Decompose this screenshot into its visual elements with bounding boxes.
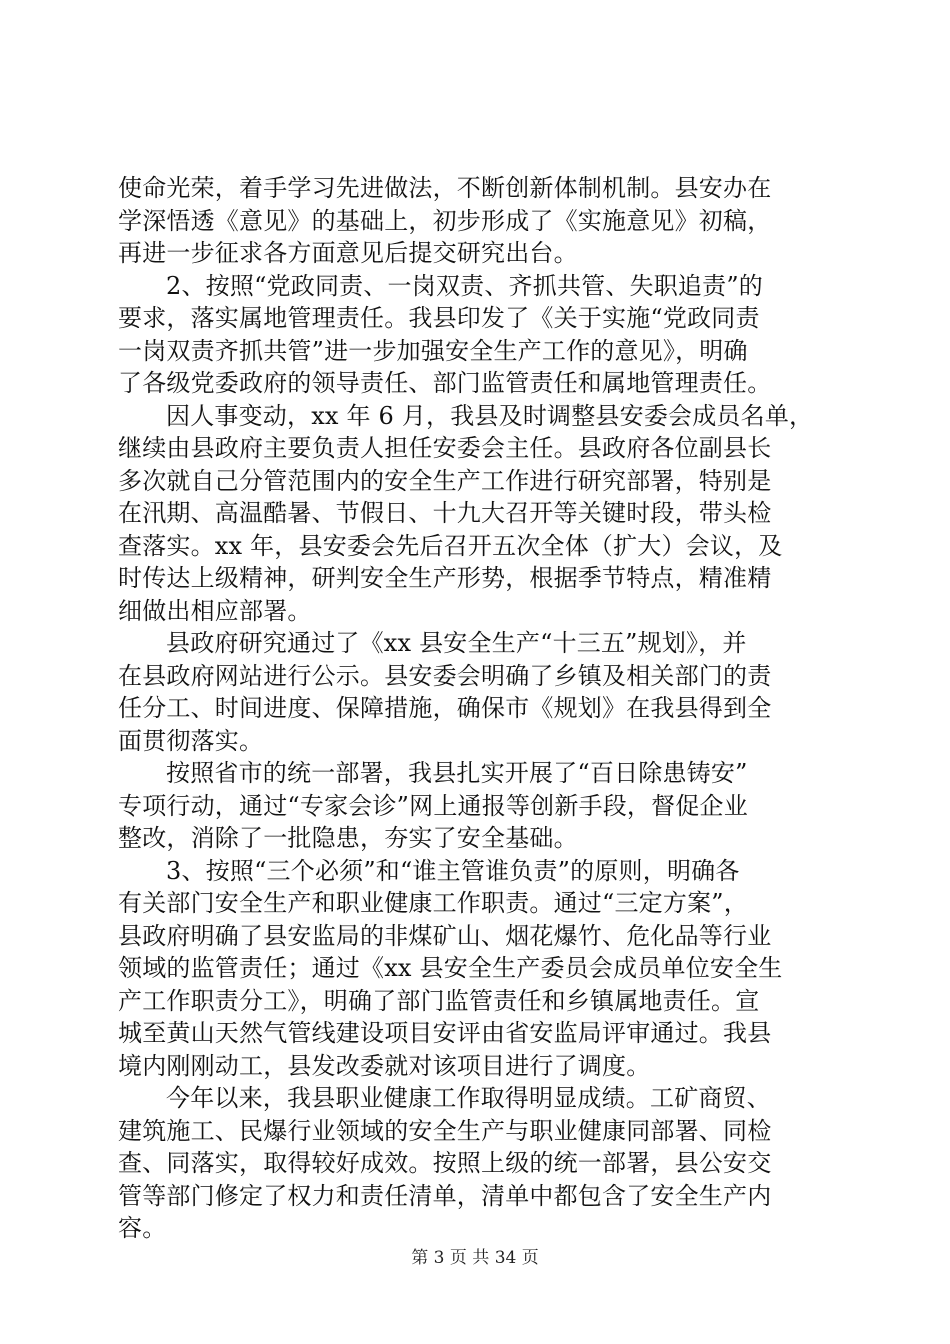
text-line: 学深悟透《意见》的基础上，初步形成了《实施意见》初稿， bbox=[118, 206, 772, 235]
page-footer: 第 3 页 共 34 页 bbox=[411, 1248, 539, 1268]
text-line: 整改，消除了一批隐患，夯实了安全基础。 bbox=[118, 824, 578, 852]
text-line: 再进一步征求各方面意见后提交研究出台。 bbox=[118, 239, 578, 267]
text-line: 按照省市的统一部署，我县扎实开展了“百日除患铸安” bbox=[166, 759, 748, 787]
text-line: 细做出相应部署。 bbox=[118, 596, 312, 625]
text-line: 领域的监管责任；通过《xx 县安全生产委员会成员单位安全生 bbox=[118, 954, 783, 982]
text-line: 一岗双责齐抓共管”进一步加强安全生产工作的意见》，明确 bbox=[118, 336, 748, 365]
text-line: 在县政府网站进行公示。县安委会明确了乡镇及相关部门的责 bbox=[118, 661, 772, 690]
text-line: 专项行动，通过“专家会诊”网上通报等创新手段，督促企业 bbox=[118, 791, 748, 820]
text-line: 因人事变动，xx 年 6 月，我县及时调整县安委会成员名单， bbox=[166, 401, 814, 430]
text-line: 有关部门安全生产和职业健康工作职责。通过“三定方案”， bbox=[118, 889, 748, 917]
text-line: 了各级党委政府的领导责任、部门监管责任和属地管理责任。 bbox=[118, 369, 772, 397]
text-line: 查、同落实，取得较好成效。按照上级的统一部署，县公安交 bbox=[118, 1149, 772, 1177]
text-line: 在汛期、高温酷暑、节假日、十九大召开等关键时段，带头检 bbox=[118, 499, 772, 527]
text-line: 县政府研究通过了《xx 县安全生产“十三五”规划》，并 bbox=[166, 629, 747, 657]
text-line: 要求，落实属地管理责任。我县印发了《关于实施“党政同责 bbox=[118, 304, 760, 332]
text-line: 城至黄山天然气管线建设项目安评由省安监局评审通过。我县 bbox=[118, 1019, 772, 1047]
text-line: 县政府明确了县安监局的非煤矿山、烟花爆竹、危化品等行业 bbox=[118, 921, 772, 950]
text-line: 今年以来，我县职业健康工作取得明显成绩。工矿商贸、 bbox=[166, 1084, 771, 1112]
text-line: 继续由县政府主要负责人担任安委会主任。县政府各位副县长 bbox=[118, 434, 772, 462]
text-line: 2、按照“党政同责、一岗双责、齐抓共管、失职追责”的 bbox=[166, 271, 764, 300]
text-line: 面贯彻落实。 bbox=[118, 726, 264, 755]
document-body bbox=[118, 172, 838, 1245]
text-line: 多次就自己分管范围内的安全生产工作进行研究部署，特别是 bbox=[118, 466, 772, 495]
text-line: 建筑施工、民爆行业领域的安全生产与职业健康同部署、同检 bbox=[118, 1116, 772, 1145]
text-line: 查落实。xx 年，县安委会先后召开五次全体（扩大）会议，及 bbox=[118, 531, 783, 560]
text-line: 产工作职责分工》，明确了部门监管责任和乡镇属地责任。宣 bbox=[118, 986, 760, 1015]
text-line: 3、按照“三个必须”和“谁主管谁负责”的原则，明确各 bbox=[166, 856, 740, 885]
text-line: 使命光荣，着手学习先进做法，不断创新体制机制。县安办在 bbox=[118, 174, 772, 202]
text-line: 容。 bbox=[118, 1214, 167, 1242]
text-line: 境内刚刚动工，县发改委就对该项目进行了调度。 bbox=[118, 1051, 651, 1080]
text-line: 任分工、时间进度、保障措施，确保市《规划》在我县得到全 bbox=[118, 694, 772, 722]
text-line: 时传达上级精神，研判安全生产形势，根据季节特点，精准精 bbox=[118, 564, 772, 592]
text-line: 管等部门修定了权力和责任清单，清单中都包含了安全生产内 bbox=[118, 1181, 772, 1210]
